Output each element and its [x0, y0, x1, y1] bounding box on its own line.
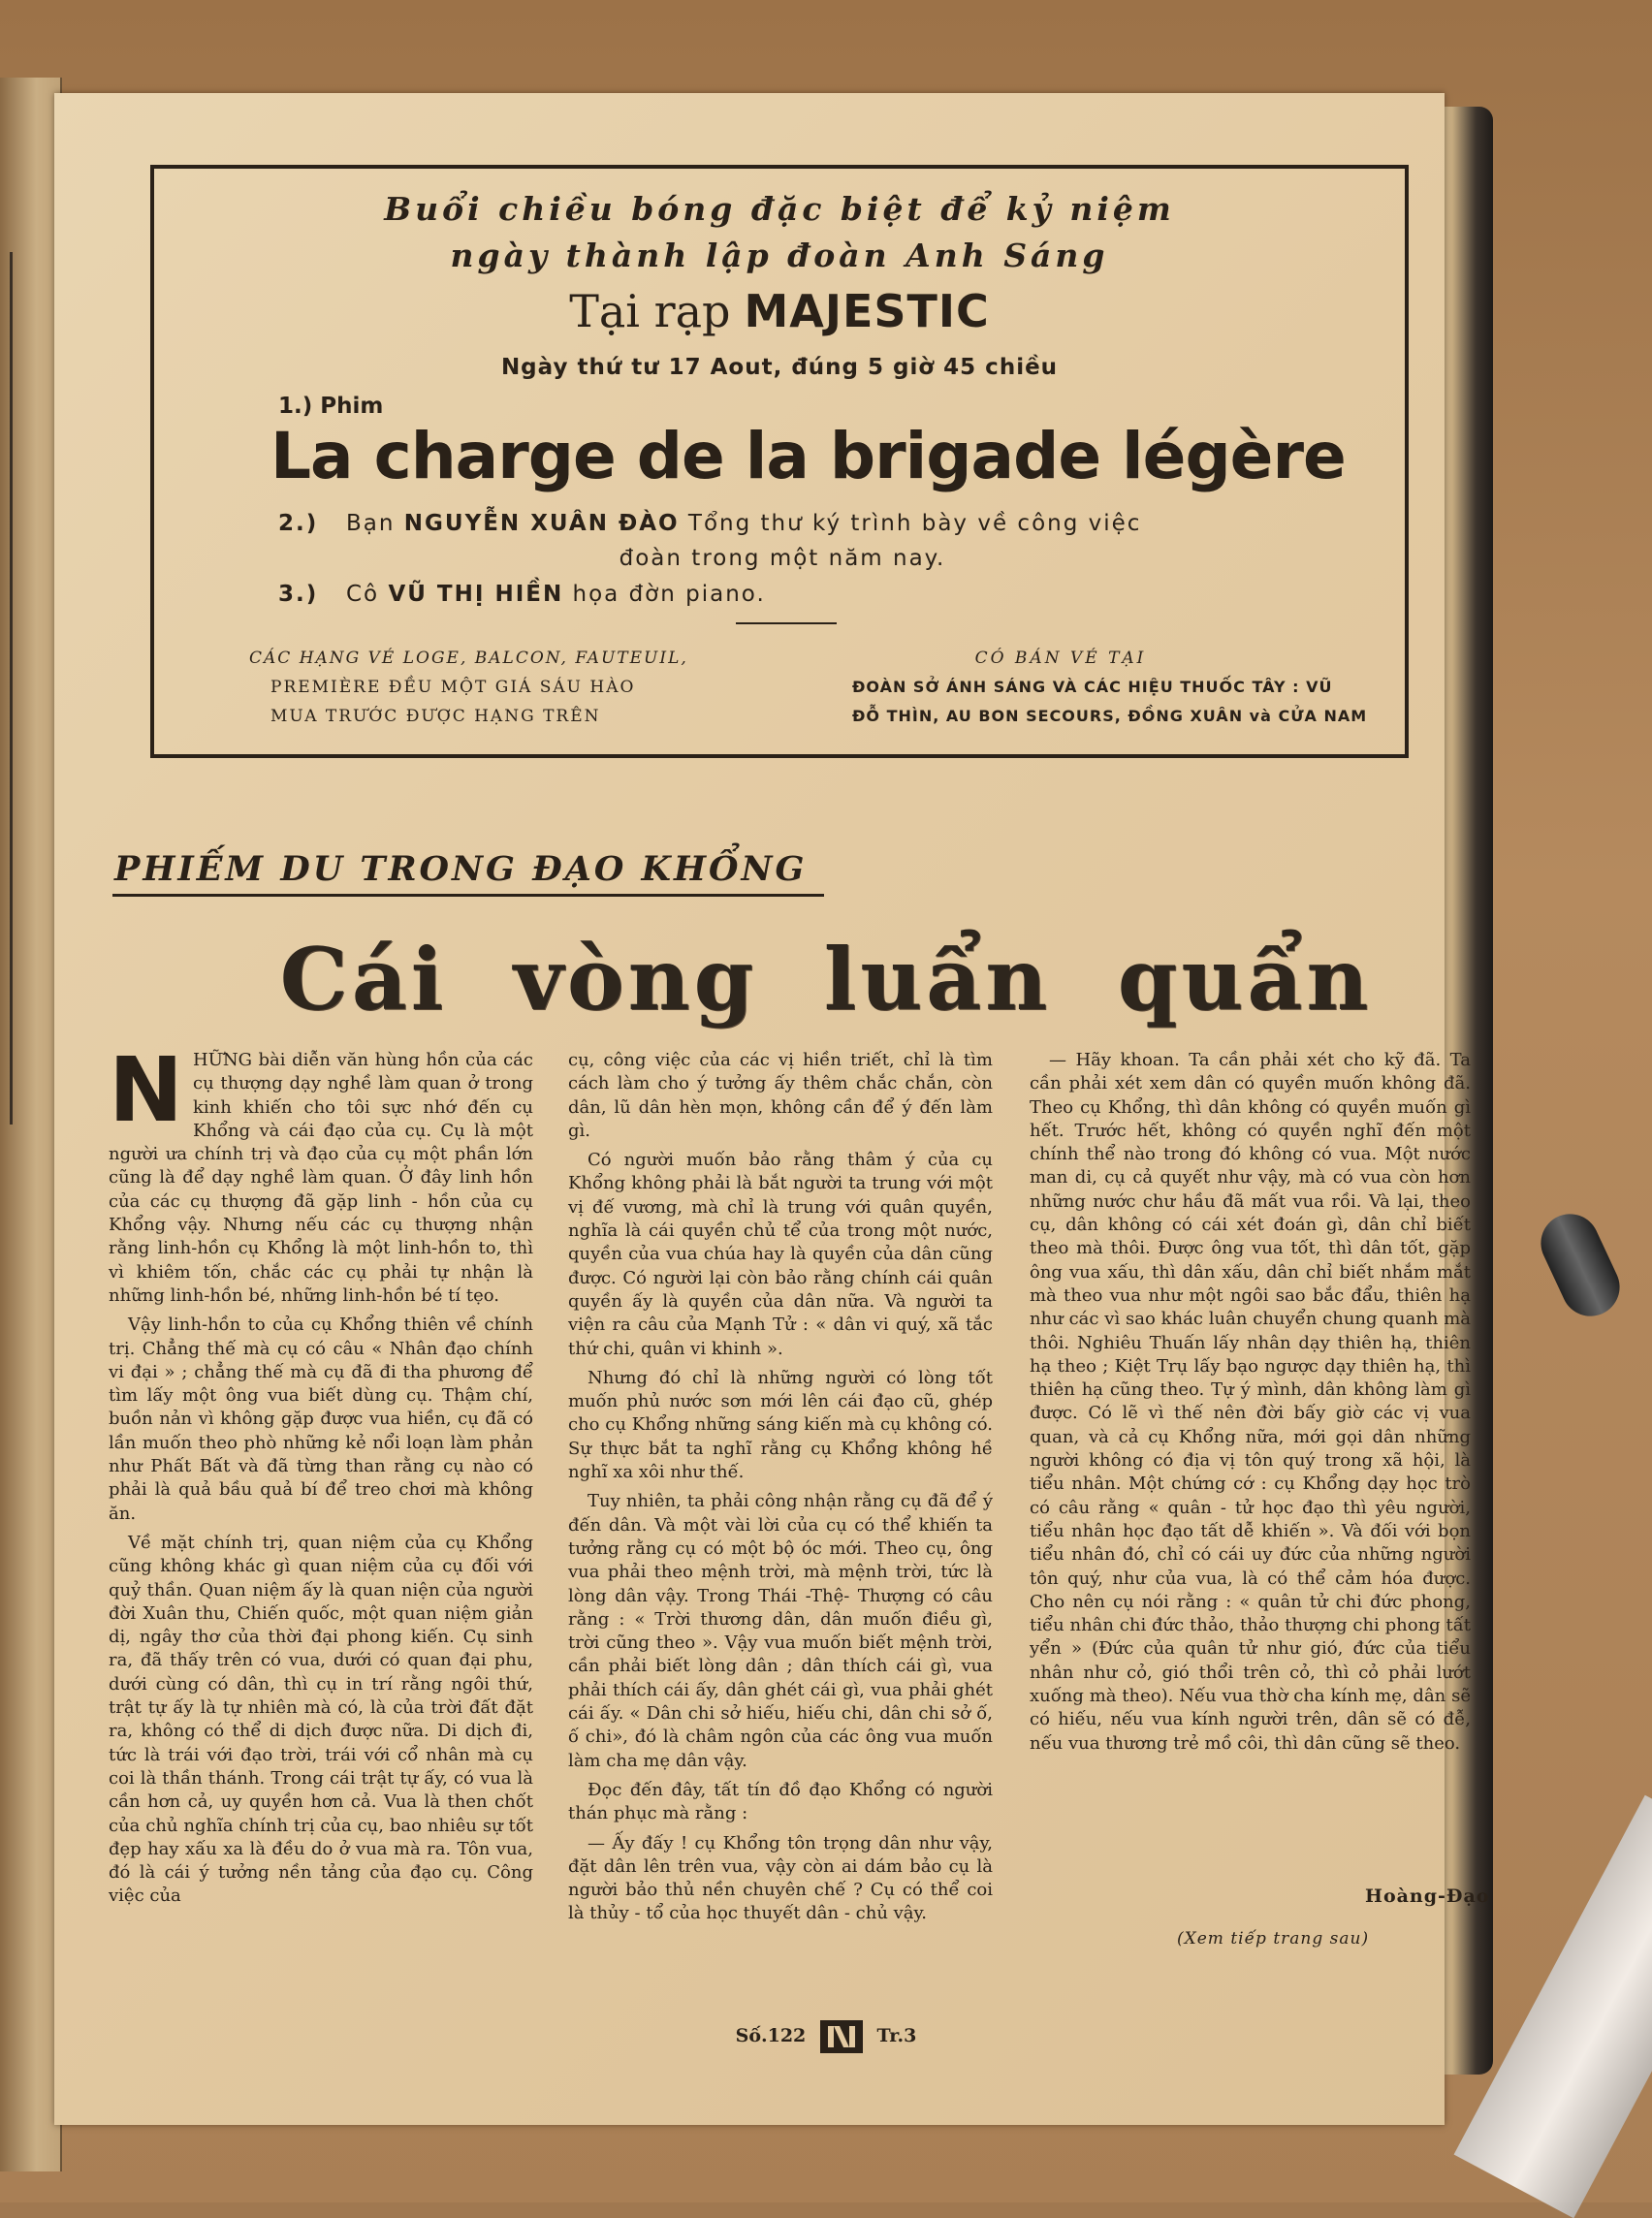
ad-item2-text-a: Bạn	[346, 511, 396, 536]
ad-ticket-line1: CÁC HẠNG VÉ LOGE, BALCON, FAUTEUIL,	[249, 649, 688, 668]
ad-item3-text-a: Cô	[346, 582, 380, 607]
article-paragraph: Vậy linh-hồn to của cụ Khổng thiên về chính trị. Chẳng thế mà cụ có câu « Nhân đạo chính vi đại » ; chẳng thế mà cụ đã đi tha phương để tìm lấy một ông vua biết dùng cụ. Thậm chí, buồn nản vì không gặp được vua hiền, cụ đã có lần muốn theo phò những kẻ nổi loạn làm phản như Phất Bất và đã từng than rằng cụ nào có phải là quả bầu quả bí để treo chơi mà không ăn.	[109, 1315, 533, 1524]
ad-item3-text-b: họa đờn piano.	[572, 582, 766, 607]
article-column-1	[109, 1038, 533, 1915]
article-paragraph: Có người muốn bảo rằng thâm ý của cụ Khổng không phải là bắt người ta trung với một vị đế vương, mà chỉ là trung với quân quyền, nghĩa là cái quyền chủ tể của trong một nước, quyền của vua chúa hay là quyền của dân cũng được. Có người lại còn bảo rằng chính cái quân quyền ấy là quyền của dân nữa. Và người ta viện ra câu của Mạnh Tử : « dân vi quý, xã tắc thứ chi, quân vi khinh ».	[568, 1150, 993, 1359]
article-paragraph: cụ, công việc của các vị hiền triết, chỉ là tìm cách làm cho ý tưởng ấy thêm chắc chắn, còn dân, lũ dân hèn mọn, không cần để ý đến làm gì.	[568, 1050, 993, 1141]
ad-item3-number: 3.)	[278, 582, 319, 607]
article-paragraph: Về mặt chính trị, quan niệm của cụ Khổng cũng không khác gì quan niệm của cụ đối với quỷ thần. Quan niệm ấy là quan niện của người đời Xuân thu, Chiến quốc, một quan niệm giản dị, ngây thơ của thời đại phong kiến. Cụ sinh ra, đã thấy trên có vua, dưới có quan đại phu, dưới cùng có dân, thì cụ in trí rằng ngôi thứ, trật tự ấy là tự nhiên mà có, là của trời đất đặt ra, không có thể di dịch được nữa. Di dịch đi, tức là trái với đạo trời, trái với cổ nhân mà cụ coi là thần thánh. Trong cái trật tự ấy, có vua là cần hơn cả, uy quyền hơn cả. Vua là then chốt của chủ nghĩa chính trị của cụ, bao nhiêu sự tốt đẹp hay xấu xa là đều do ở vua mà ra. Tôn vua, đó là cái ý tưởng nền tảng của đạo cụ. Công việc của	[109, 1532, 533, 1907]
ad-sale-line2: ĐỖ THÌN, AU BON SECOURS, ĐỒNG XUÂN và CỬA NAM	[852, 707, 1368, 725]
ad-item2-text-b: Tổng thư ký trình bày về công việc	[687, 511, 1142, 536]
article-column-2	[568, 1049, 993, 1932]
issue-number: Số.122	[735, 2025, 807, 2046]
ad-item2-number: 2.)	[278, 511, 319, 536]
newspaper-logo-icon	[818, 2016, 865, 2057]
article-column-3	[1030, 1049, 1471, 1761]
drop-cap: N	[109, 1038, 183, 1142]
article-paragraph	[109, 1038, 533, 1308]
kicker-underline	[112, 894, 824, 897]
article-paragraph: — Hãy khoan. Ta cần phải xét cho kỹ đã. Ta cần phải xét xem dân có quyền muốn không đã. Theo cụ Khổng, thì dân không có quyền muốn gì hết. Trước hết, không có quyền nghĩ đến một chính thể nào trong đó không có vua. Một nước man di, cụ cả quyết như vậy, mà có vua còn hơn những nước chư hầu đã mất vua rồi. Và lại, theo cụ, dân không có cái xét đoán gì, dân chỉ biết theo mà thôi. Được ông vua tốt, thì dân tốt, gặp ông vua xấu, thì dân xấu, dân chỉ biết nhắm mắt mà theo vua như một ngôi sao bắc đẩu, thiên hạ như các vì sao khác luân chuyển chung quanh mà thôi. Nghiêu Thuấn lấy nhân dạy thiên hạ, thiên hạ theo ; Kiệt Trụ lấy bạo ngược dạy thiên hạ, thì thiên hạ cũng theo. Tự ý mình, dân không làm gì được. Có lẽ vì thế nên đời bấy giờ các vị vua quan, và cả cụ Khổng nữa, mới gọi dân những người không có địa vị tôn quý trong xã hội, là tiểu nhân. Một chứng cớ : cụ Khổng dạy học trò có câu rằng « quân - tử học đạo thì yêu người, tiểu nhân học đạo tất dễ khiến ». Và đối với bọn tiểu nhân đó, chỉ có cái uy đức của những người tôn quý, như của vua, là có thể cảm hóa được. Cho nên cụ nói rằng : « quân tử chi đức phong, tiểu nhân chi đức thảo, thảo thượng chi phong tất yển » (Đức của quân tử như gió, đức của tiểu nhân như cỏ, gió thổi trên cỏ, thì cỏ phải lướt xuống mà theo). Nếu vua thờ cha kính mẹ, dân sẽ có hiếu, nếu vua kính người trên, dân sẽ có đễ, nếu vua thương trẻ mồ côi, thì dân cũng sẽ theo.	[1030, 1050, 1471, 1754]
ad-ticket-info	[249, 644, 715, 731]
ad-item3-name: VŨ THỊ HIỀN	[388, 582, 564, 607]
article-paragraph: — Ấy đấy ! cụ Khổng tôn trọng dân như vậy, đặt dân lên trên vua, vậy còn ai dám bảo cụ là người bảo thủ nền chuyên chế ? Cụ có thể coi là thủy - tổ của học thuyết dân - chủ vậy.	[568, 1832, 993, 1924]
left-page-edge	[0, 78, 62, 2171]
article-headline: Cái vòng luẩn quẩn	[279, 929, 1373, 1030]
ad-item2	[278, 506, 1325, 576]
ad-item2-text-c: đoàn trong một năm nay.	[619, 546, 946, 571]
page-footer	[0, 2016, 1652, 2057]
ad-item1-label: 1.) Phim	[278, 394, 384, 419]
article-paragraph: Đọc đến đây, tất tín đồ đạo Khổng có người thán phục mà rằng :	[568, 1779, 993, 1824]
ad-item3	[278, 582, 766, 607]
ad-venue-lead: Tại rạp	[569, 285, 731, 337]
ad-item2-name: NGUYỄN XUÂN ĐÀO	[403, 511, 680, 536]
ad-ticket-line2: PREMIÈRE ĐỀU MỘT GIÁ SÁU HÀO	[270, 678, 636, 697]
ad-headline-line1: Buổi chiều bóng đặc biệt để kỷ niệm	[384, 190, 1175, 228]
ad-sale-info	[852, 644, 1376, 731]
ad-headline-line2: ngày thành lập đoàn Anh Sáng	[450, 237, 1109, 274]
ad-ticket-line3: MUA TRƯỚC ĐƯỢC HẠNG TRÊN	[270, 707, 601, 726]
article-kicker: PHIẾM DU TRONG ĐẠO KHỔNG	[114, 849, 808, 889]
ad-film-title: La charge de la brigade légère	[270, 419, 1346, 493]
cinema-advertisement	[150, 165, 1409, 758]
ad-sale-heading: CÓ BÁN VÉ TẠI	[974, 649, 1147, 668]
article-paragraph: Tuy nhiên, ta phải công nhận rằng cụ đã để ý đến dân. Và một vài lời của cụ có thể khiến ta tưởng rằng cụ có một bộ óc mới. Theo cụ, ông vua phải theo mệnh trời, mà mệnh trời, tức là lòng dân vậy. Trong Thái -Thệ- Thượng có câu rằng : « Trời thương dân, dân muốn điều gì, trời cũng theo ». Vậy vua muốn biết mệnh trời, cần phải biết lòng dân ; dân thích cái gì, vua phải thích cái ấy, dân ghét cái gì, vua phải ghét cái ấy. « Dân chi sở hiếu, hiếu chi, dân chi sở ố, ố chi», đó là châm ngôn của các ông vua muốn làm cha mẹ dân vậy.	[568, 1491, 993, 1771]
article-author: Hoàng-Đạo	[1365, 1885, 1490, 1907]
ad-venue-name: MAJESTIC	[744, 285, 990, 337]
page-number: Tr.3	[876, 2025, 917, 2046]
article-paragraph: Nhưng đó chỉ là những người có lòng tốt muốn phủ nước sơn mới lên cái đạo cũ, ghép cho cụ Khổng những sáng kiến mà cụ không có. Sự thực bắt ta nghĩ rằng cụ Khổng không hề nghĩ xa xôi như thế.	[568, 1367, 993, 1483]
ad-sale-line1: ĐOÀN SỞ ÁNH SÁNG VÀ CÁC HIỆU THUỐC TÂY : VŨ	[852, 678, 1333, 696]
paragraph-text: HỮNG bài diễn văn hùng hồn của các cụ thượng dạy nghề làm quan ở trong kinh khiến cho tôi sực nhớ đến cụ Khổng và cái đạo của cụ. Cụ là một người ưa chính trị và đạo của cụ một phần lớn cũng là để dạy nghề làm quan. Ở đây linh hồn của các cụ thượng đã gặp linh - hồn của cụ Khổng vậy. Nhưng nếu các cụ thượng nhận rằng linh-hồn cụ Khổng là một linh-hồn to, thì vì khiêm tốn, chắc các cụ phải tự nhận là những linh-hồn bé, những linh-hồn bé tí tẹo.	[109, 1050, 533, 1306]
ad-venue	[154, 285, 1405, 337]
continued-note: (Xem tiếp trang sau)	[1177, 1929, 1370, 1949]
ad-divider	[736, 622, 837, 624]
ad-date: Ngày thứ tư 17 Aout, đúng 5 giờ 45 chiều	[500, 355, 1059, 380]
